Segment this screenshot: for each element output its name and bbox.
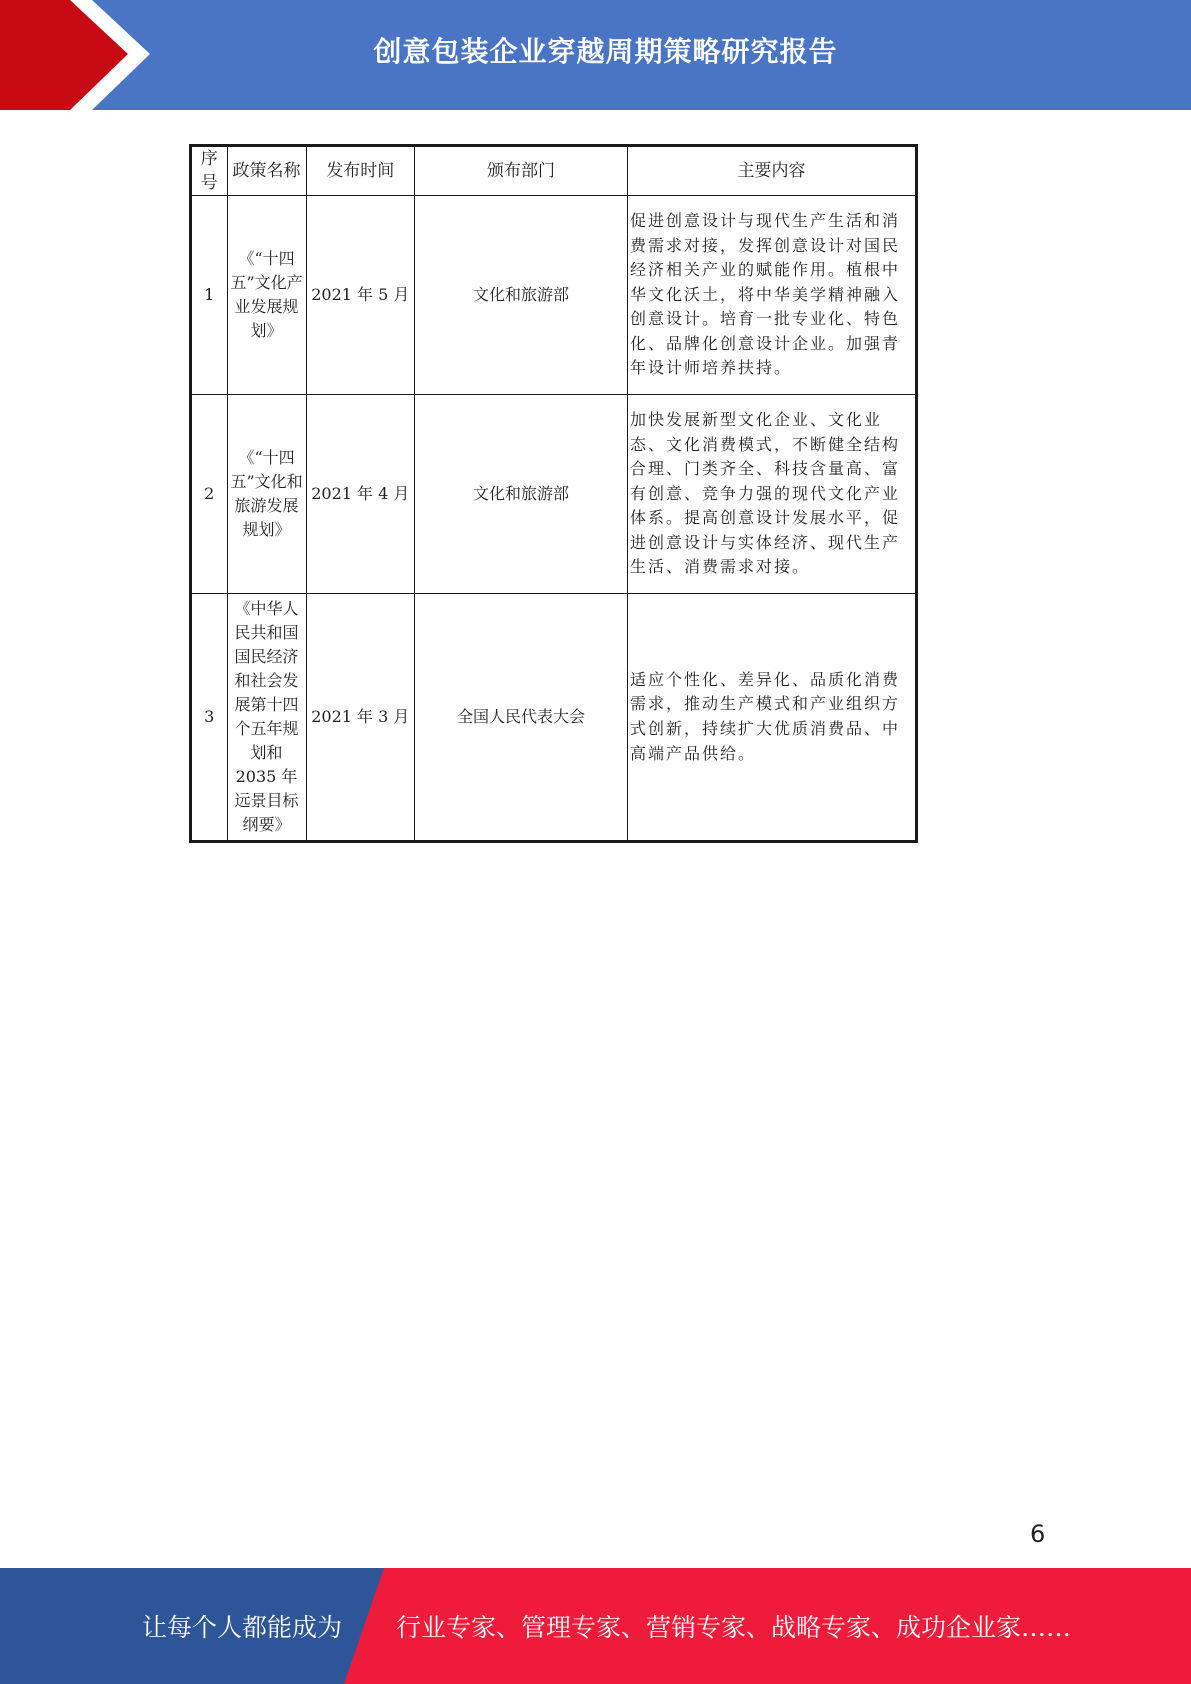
main-content: 促进创意设计与现代生产生活和消费需求对接，发挥创意设计对国民经济相关产业的赋能作用。植根中华文化沃土，将中华美学精神融入创意设计。培育一批专业化、特色化、品牌化创意设计企业。加强青年设计师培养扶持。	[627, 196, 916, 395]
row-number: 3	[191, 594, 228, 842]
table-row	[191, 395, 917, 594]
header-policy-name: 政策名称	[227, 146, 306, 196]
page-header	[0, 0, 1191, 110]
row-number: 2	[191, 395, 228, 594]
policy-table	[189, 144, 918, 843]
footer-slogan-right: 行业专家、管理专家、营销专家、战略专家、成功企业家……	[396, 1613, 1072, 1642]
main-content: 适应个性化、差异化、品质化消费需求，推动生产模式和产业组织方式创新，持续扩大优质消费品、中高端产品供给。	[627, 594, 916, 842]
report-title: 创意包装企业穿越周期策略研究报告	[373, 35, 838, 68]
department: 文化和旅游部	[415, 395, 628, 594]
table-row	[191, 594, 917, 842]
row-number: 1	[191, 196, 228, 395]
header-no: 序号	[191, 146, 228, 196]
release-date: 2021 年 3 月	[306, 594, 414, 842]
footer-slogan-left: 让每个人都能成为	[142, 1613, 343, 1642]
header-department: 颁布部门	[415, 146, 628, 196]
department: 全国人民代表大会	[415, 594, 628, 842]
main-content: 加快发展新型文化企业、文化业态、文化消费模式，不断健全结构合理、门类齐全、科技含量高、富有创意、竞争力强的现代文化产业体系。提高创意设计发展水平，促进创意设计与实体经济、现代生产生活、消费需求对接。	[627, 395, 916, 594]
page-number: 6	[1030, 1520, 1046, 1548]
header-main-content: 主要内容	[627, 146, 916, 196]
release-date: 2021 年 5 月	[306, 196, 414, 395]
table-row	[191, 196, 917, 395]
policy-name: 《中华人民共和国国民经济和社会发展第十四个五年规划和 2035 年远景目标纲要》	[227, 594, 306, 842]
policy-name: 《“十四五”文化产业发展规划》	[227, 196, 306, 395]
header-release-date: 发布时间	[306, 146, 414, 196]
table-header-row	[191, 146, 917, 196]
department: 文化和旅游部	[415, 196, 628, 395]
page-footer	[0, 1568, 1191, 1684]
policy-name: 《“十四五”文化和旅游发展规划》	[227, 395, 306, 594]
release-date: 2021 年 4 月	[306, 395, 414, 594]
